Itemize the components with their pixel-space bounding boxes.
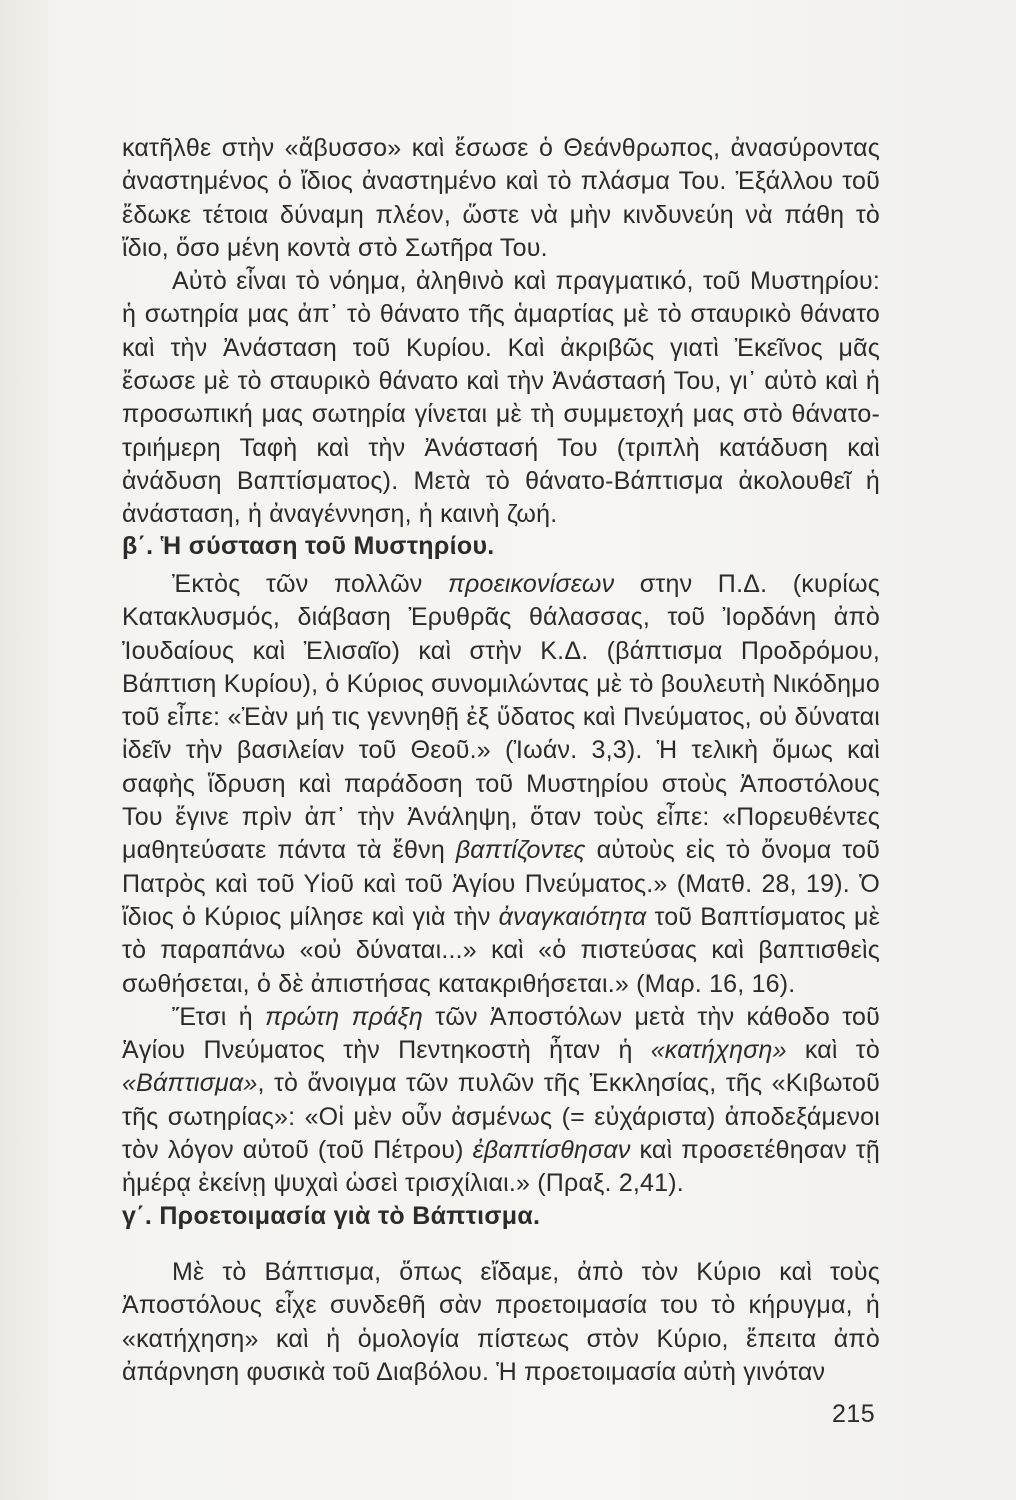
paragraph-pentecost: Ἔτσι ἡ πρώτη πράξη τῶν Ἀποστόλων μετὰ τὴν κάθοδο τοῦ Ἁγίου Πνεύματος τὴν Πεντηκοστὴ ἦταν ἡ «κατήχηση» καὶ τὸ «Βάπτισμα», τὸ ἄνοιγμα τῶν πυλῶν τῆς Ἐκκλησίας, τῆς «Κιβωτοῦ τῆς σωτηρίας»: «Οἱ μὲν οὖν ἀσμένως (= εὐχάριστα) ἀποδεξάμενοι τὸν λόγον αὐτοῦ (τοῦ Πέτρου) ἐβαπτίσθησαν καὶ προσετέθησαν τῇ ἡμέρᾳ ἐκείνῃ ψυχαὶ ὡσεὶ τρισχίλιαι.» (Πραξ. 2,41). <box>122 1002 880 1198</box>
section-beta-body <box>122 568 880 1201</box>
section-heading-beta: β΄. Ἡ σύσταση τοῦ Μυστηρίου. <box>122 532 495 560</box>
paragraph-preparation: Μὲ τὸ Βάπτισμα, ὅπως εἴδαμε, ἀπὸ τὸν Κύριο καὶ τοὺς Ἀποστόλους εἶχε συνδεθῆ σὰν προετοιμασία του τὸ κήρυγμα, ἡ «κατήχηση» καὶ ἡ ὁμολογία πίστεως στὸν Κύριο, ἔπειτα ἀπὸ ἀπάρνηση φυσικὰ τοῦ Διαβόλου. Ἡ προετοιμασία αὐτὴ γινόταν <box>122 1258 880 1386</box>
intro-section <box>122 132 880 532</box>
section-gamma-body <box>122 1256 880 1389</box>
section-heading-gamma: γ΄. Προετοιμασία γιὰ τὸ Βάπτισμα. <box>122 1202 541 1230</box>
section-gamma <box>122 1200 880 1233</box>
paragraph-mystery-meaning: Αὐτὸ εἶναι τὸ νόημα, ἀληθινὸ καὶ πραγματικό, τοῦ Μυστηρίου: ἡ σωτηρία μας ἀπ᾽ τὸ θάνατο τῆς ἁμαρτίας μὲ τὸ σταυρικὸ θάνατο καὶ τὴν Ἀνάσταση τοῦ Κυρίου. Καὶ ἀκριβῶς γιατὶ Ἐκεῖνος μᾶς ἔσωσε μὲ τὸ σταυρικὸ θάνατο καὶ τὴν Ἀνάστασή Του, γι᾽ αὐτὸ καὶ ἡ προσωπική μας σωτηρία γίνεται μὲ τὴ συμμετοχή μας στὸ θάνατο-τριήμερη Ταφὴ καὶ τὴν Ἀνάστασή Του (τριπλὴ κατάδυση καὶ ἀνάδυση Βαπτίσματος). Μετὰ τὸ θάνατο-Βάπτισμα ἀκολουθεῖ ἡ ἀνάσταση, ἡ ἀναγέννηση, ἡ καινὴ ζωή. <box>122 267 880 529</box>
section-beta <box>122 530 880 563</box>
page-number: 215 <box>832 1400 876 1428</box>
paragraph-continuation: κατῆλθε στὴν «ἄβυσσο» καὶ ἔσωσε ὁ Θεάνθρωπος, ἀνασύροντας ἀναστημένος ὁ ἴδιος ἀναστημένο καὶ τὸ πλάσμα Του. Ἐξάλλου τοῦ ἔδωκε τέτοια δύναμη πλέον, ὥστε νὰ μὴν κινδυνεύη νὰ πάθη τὸ ἴδιο, ὅσο μένη κοντὰ στὸ Σωτῆρα Του. <box>122 134 880 262</box>
paragraph-institution: Ἐκτὸς τῶν πολλῶν προεικονίσεων στην Π.Δ. (κυρίως Κατακλυσμός, διάβαση Ἐρυθρᾶς θάλασσας, τοῦ Ἰορδάνη ἀπὸ Ἰουδαίους καὶ Ἐλισαῖο) καὶ στὴν Κ.Δ. (βάπτισμα Προδρόμου, Βάπτιση Κυρίου), ὁ Κύριος συνομιλώντας μὲ τὸ βουλευτὴ Νικόδημο τοῦ εἶπε: «Ἐὰν μή τις γεννηθῇ ἐξ ὕδατος καὶ Πνεύματος, οὐ δύναται ἰδεῖν τὴν βασιλείαν τοῦ Θεοῦ.» (Ἰωάν. 3,3). Ἡ τελικὴ ὅμως καὶ σαφὴς ἵδρυση καὶ παράδοση τοῦ Μυστηρίου στοὺς Ἀποστόλους Του ἔγινε πρὶν ἀπ᾽ τὴν Ἀνάληψη, ὅταν τοὺς εἶπε: «Πορευθέντες μαθητεύσατε πάντα τὰ ἔθνη βαπτίζοντες αὐτοὺς εἰς τὸ ὄνομα τοῦ Πατρὸς καὶ τοῦ Υἱοῦ καὶ τοῦ Ἁγίου Πνεύματος.» (Ματθ. 28, 19). Ὁ ἴδιος ὁ Κύριος μίλησε καὶ γιὰ τὴν ἀναγκαιότητα τοῦ Βαπτίσματος μὲ τὸ παραπάνω «οὐ δύναται...» καὶ «ὁ πιστεύσας καὶ βαπτισθεὶς σωθήσεται, ὁ δὲ ἀπιστήσας κατακριθήσεται.» (Μαρ. 16, 16). <box>122 570 880 998</box>
